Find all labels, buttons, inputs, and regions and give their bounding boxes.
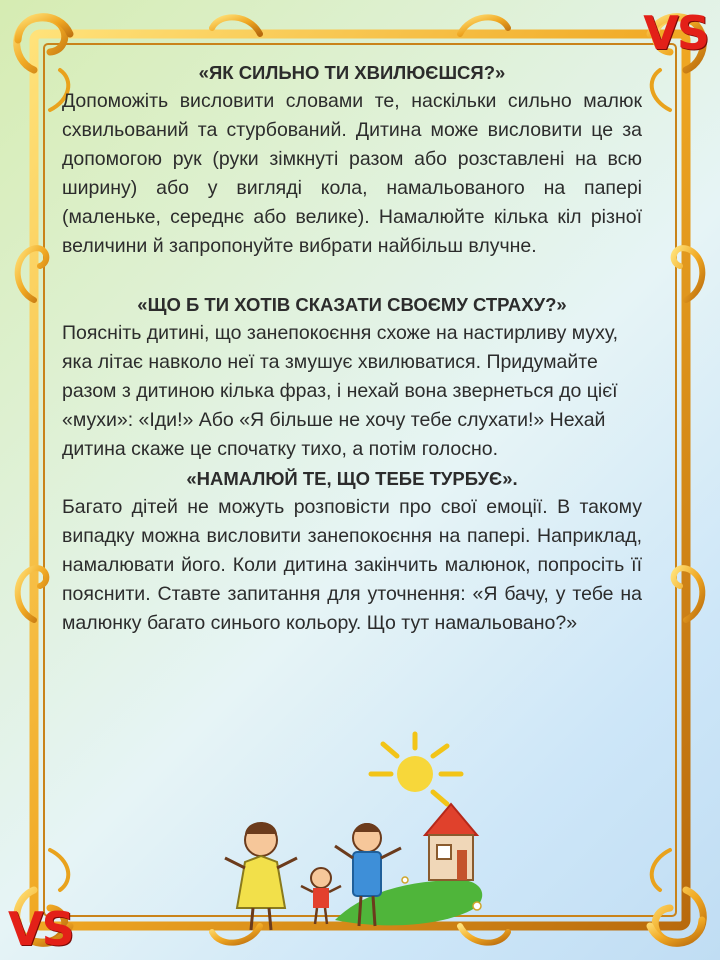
- child-drawing-family-house-sun-icon: [215, 730, 505, 945]
- section-text: Допоможіть висловити словами те, наскільки сильно малюк схвильований та стурбований. Дитина може висловити це за допомогою рук (руки зімкнуті разом або розставлені на всю ширину) або у вигляді кола, намальованого на папері (маленьке, середнє або велике). Намалюйте кілька кіл різної величини й запропонуйте вибрати найбільш влучне.: [62, 90, 642, 257]
- section-draw-worry: [62, 464, 642, 638]
- section-heading: «НАМАЛЮЙ ТЕ, ЩО ТЕБЕ ТУРБУЄ».: [186, 468, 518, 489]
- section-text: Поясніть дитині, що занепокоєння схоже на настирливу муху, яка літає навколо неї та змушує хвилюватися. Придумайте разом з дитиною кілька фраз, і нехай вона звернеться до цієї «мухи»: «Іди!» Або «Я більше не хочу тебе слухати!» Нехай дитина скаже це спочатку тихо, а потім голосно.: [62, 322, 619, 460]
- section-heading: «ЩО Б ТИ ХОТІВ СКАЗАТИ СВОЄМУ СТРАХУ?»: [137, 294, 567, 315]
- vs-logo-bottom: VS: [8, 902, 73, 956]
- vs-logo-top: VS: [643, 6, 708, 60]
- section-how-worried: [62, 58, 642, 261]
- section-text: Багато дітей не можуть розповісти про свої емоції. В такому випадку можна висловити занепокоєння на папері. Наприклад, намалювати його. Коли дитина закінчить малюнок, попросіть її пояснити. Ставте запитання для уточнення: «Я бачу, у тебе на малюнку багато синього кольору. Що тут намальовано?»: [62, 496, 642, 634]
- section-heading: «ЯК СИЛЬНО ТИ ХВИЛЮЄШСЯ?»: [198, 62, 506, 83]
- section-fear-message: [62, 290, 642, 464]
- article-content: [62, 58, 642, 638]
